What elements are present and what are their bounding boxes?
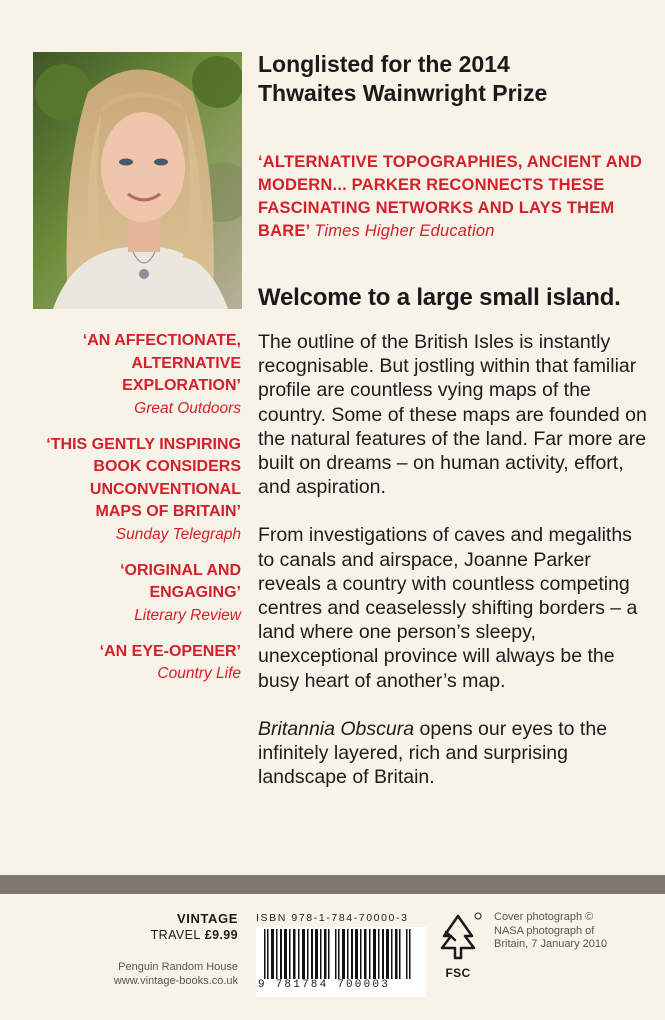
side-quote-line: ‘THIS GENTLY INSPIRING — [46, 435, 241, 453]
blurb-paragraph-3 — [258, 717, 653, 790]
main-quote-text: ‘ALTERNATIVE TOPOGRAPHIES, ANCIENT AND MODERN... PARKER RECONNECTS THESE FASCINATING NETWORKS AND LAYS THEM BARE’ — [258, 153, 643, 240]
isbn: ISBN 978-1-784-70000-3 — [256, 912, 409, 924]
side-quote — [30, 330, 241, 420]
side-quote — [30, 434, 241, 546]
category: TRAVEL — [150, 928, 201, 942]
category-price — [60, 927, 238, 944]
side-quote-source: Literary Review — [134, 606, 241, 624]
side-quote-source: Country Life — [157, 665, 241, 682]
side-quote — [30, 641, 241, 686]
imprint-name: VINTAGE — [176, 911, 238, 926]
side-quote-line: ‘AN AFFECTIONATE, — [82, 332, 241, 349]
side-quote-source: Sunday Telegraph — [115, 525, 241, 543]
main-quote-source: Times Higher Education — [314, 222, 495, 240]
footer — [0, 894, 665, 1020]
blurb-paragraph-3-text: opens our eyes to the infinitely layered, rich and surprising landscape of Britain. — [258, 717, 608, 789]
credit-line: NASA photograph of — [494, 924, 595, 937]
blurb-paragraph-1: The outline of the British Isles is instantly recognisable. But jostling within that familiar profile are countless vying maps of the country. Some of these maps are founded on the natural features of the land. Far more are built on dreams – on human activity, effort, and aspiration. — [258, 331, 647, 499]
side-quote-line: ‘AN EYE-OPENER’ — [99, 642, 241, 660]
side-quote-line: BOOK CONSIDERS — [93, 458, 241, 475]
publisher-block — [60, 960, 238, 988]
blurb-paragraph-2: From investigations of caves and megaliths to canals and airspace, Joanne Parker reveals a country with countless competing centres and ceaselessly shifting borders – a land where one person’s sleepy, unexceptional province will always be the busy heart of another’s map. — [258, 524, 638, 692]
side-quote-line: ALTERNATIVE — [131, 354, 241, 372]
book-title: Britannia Obscura — [258, 717, 415, 740]
publisher-name: Penguin Random House — [118, 961, 238, 973]
side-quote-source: Great Outdoors — [134, 399, 241, 417]
side-quote-line: MAPS OF BRITAIN’ — [95, 503, 241, 520]
price: £9.99 — [204, 928, 238, 942]
blurb-heading: Welcome to a large small island. — [258, 284, 621, 311]
imprint-block — [60, 910, 238, 944]
credit-line: Britain, 7 January 2010 — [494, 938, 608, 950]
fsc-tree-icon — [434, 912, 482, 964]
side-quote-line: ‘ORIGINAL AND — [120, 561, 241, 579]
prize-heading — [258, 50, 638, 108]
side-quote-line: EXPLORATION’ — [122, 377, 241, 394]
divider-band — [0, 875, 665, 894]
barcode-digits: 9 781784 700003 — [256, 979, 426, 991]
blurb-body — [258, 330, 653, 789]
cover-credit — [494, 911, 644, 952]
side-review-quotes — [30, 330, 241, 699]
side-quote-line: ENGAGING’ — [149, 584, 241, 601]
side-quote-line: UNCONVENTIONAL — [89, 480, 241, 498]
prize-line-2: Thwaites Wainwright Prize — [258, 80, 548, 106]
publisher-website[interactable]: www.vintage-books.co.uk — [113, 975, 238, 987]
side-quote — [30, 560, 241, 627]
main-review-quote — [258, 151, 648, 243]
barcode-icon — [256, 927, 426, 985]
fsc-label: FSC — [445, 966, 471, 980]
author-photo — [33, 52, 242, 309]
prize-line-1: Longlisted for the 2014 — [258, 51, 510, 77]
credit-line: Cover photograph © — [494, 911, 594, 923]
